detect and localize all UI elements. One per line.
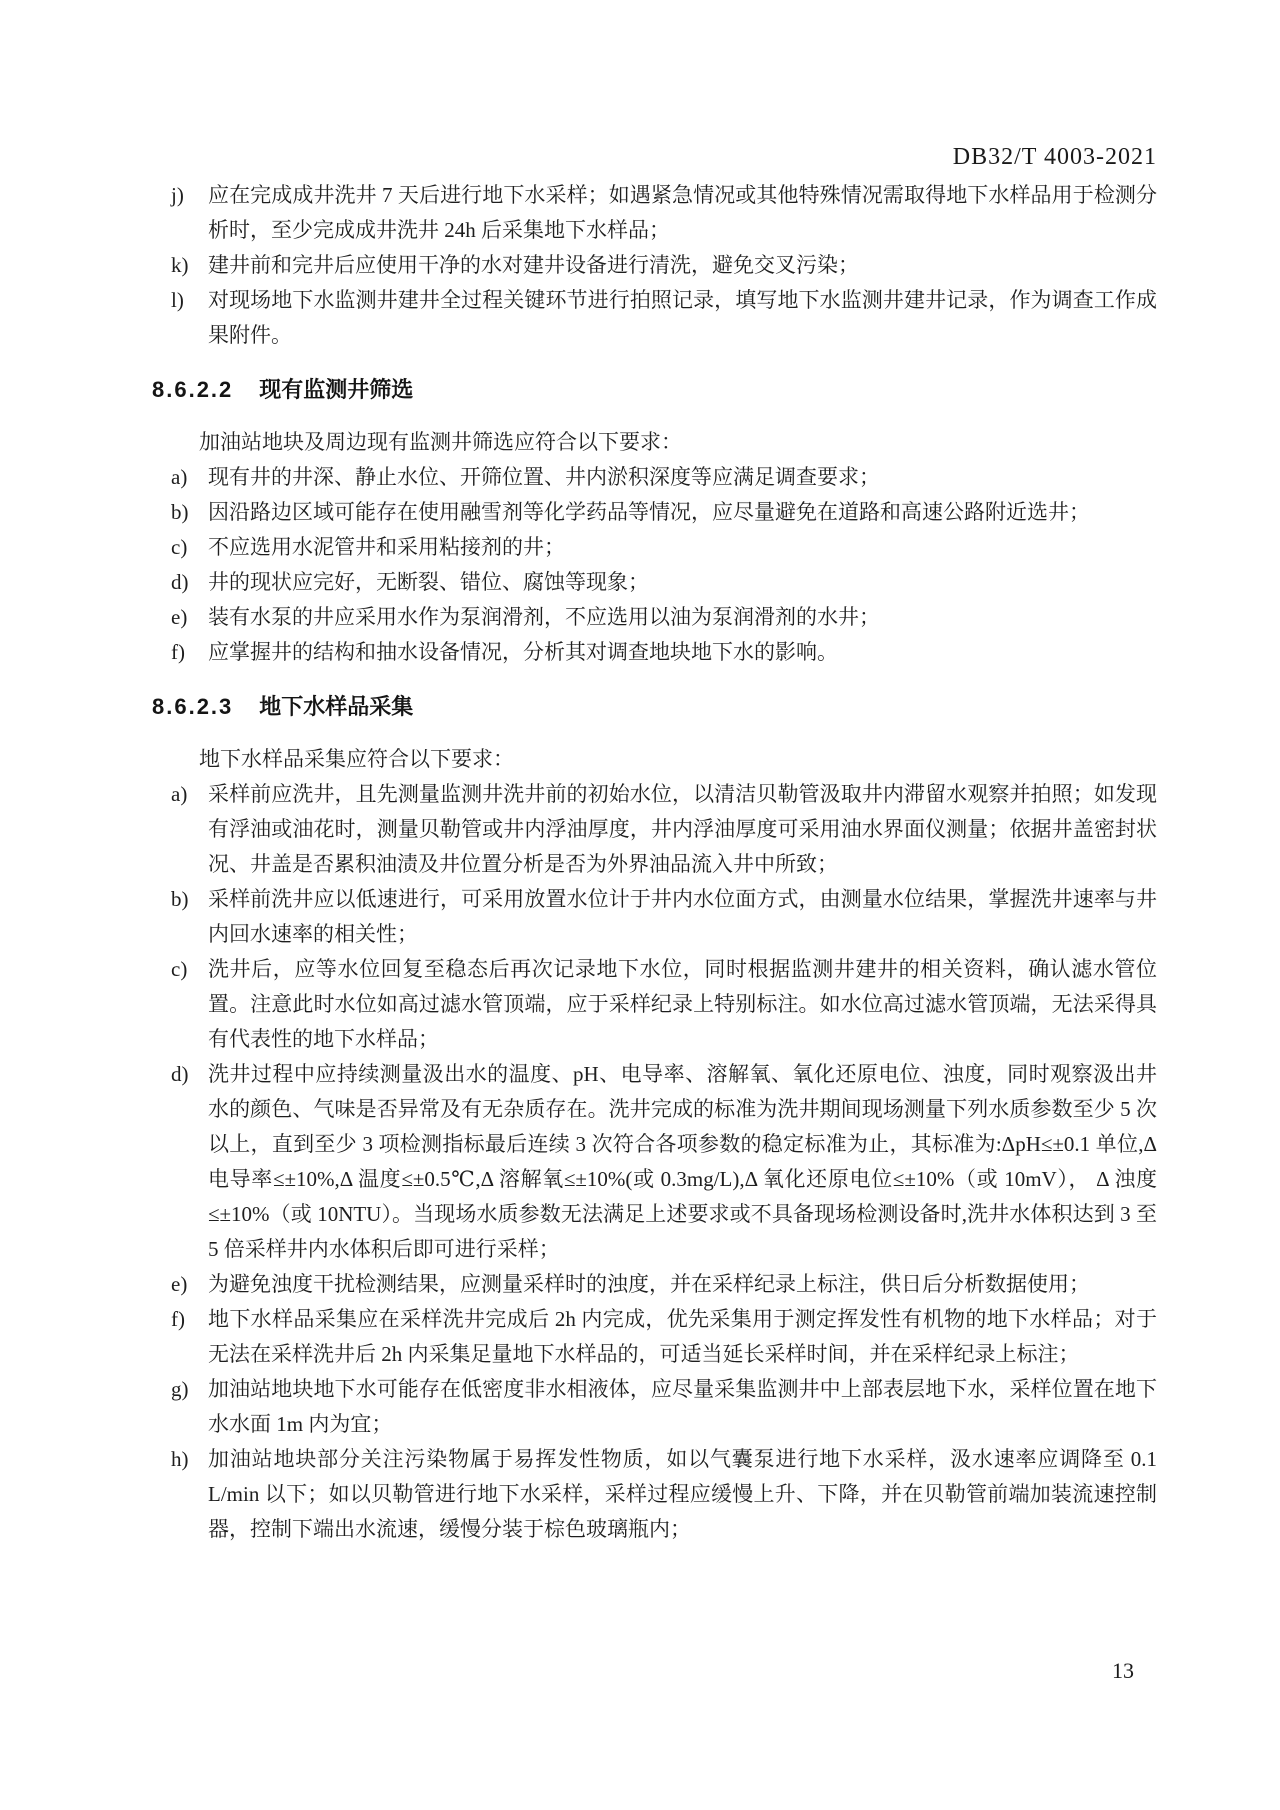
clause-text: 现有井的井深、静止水位、开筛位置、井内淤积深度等应满足调查要求； <box>208 465 880 489</box>
clause-item <box>152 1372 1157 1442</box>
clause-label: k) <box>171 253 189 277</box>
page-content <box>152 178 1157 1547</box>
clause-text: 因沿路边区域可能存在使用融雪剂等化学药品等情况，应尽量避免在道路和高速公路附近选井； <box>208 500 1090 524</box>
clause-item <box>152 283 1157 353</box>
clause-item <box>152 952 1157 1057</box>
clause-text: 建井前和完井后应使用干净的水对建井设备进行清洗，避免交叉污染； <box>208 253 859 277</box>
clause-label: d) <box>171 1062 189 1086</box>
clause-item <box>152 600 1157 635</box>
section-heading-8-6-2-2 <box>152 375 1157 405</box>
clause-text: 对现场地下水监测井建井全过程关键环节进行拍照记录，填写地下水监测井建井记录，作为调查工作成果附件。 <box>208 288 1157 347</box>
clause-text: 洗井过程中应持续测量汲出水的温度、pH、电导率、溶解氧、氧化还原电位、浊度，同时观察汲出井水的颜色、气味是否异常及有无杂质存在。洗井完成的标准为洗井期间现场测量下列水质参数至少 5 次以上，直到至少 3 项检测指标最后连续 3 次符合各项参数的稳定标准为止，其标准为:ΔpH≤±0.1 单位,Δ 电导率≤±10%,Δ 温度≤±0.5℃,Δ 溶解氧≤±10%(或 0.3mg/L),Δ 氧化还原电位≤±10%（或 10mV）， Δ 浊度≤±10%（或 10NTU）。当现场水质参数无法满足上述要求或不具备现场检测设备时,洗井水体积达到 3 至 5 倍采样井内水体积后即可进行采样； <box>208 1062 1157 1261</box>
clause-label: l) <box>171 288 184 312</box>
section-title: 地下水样品采集 <box>259 694 414 719</box>
clause-label: a) <box>171 465 188 489</box>
clause-label: f) <box>171 640 185 664</box>
clause-text: 不应选用水泥管井和采用粘接剂的井； <box>208 535 565 559</box>
clause-text: 采样前应洗井，且先测量监测井洗井前的初始水位，以清洁贝勒管汲取井内滞留水观察并拍照；如发现有浮油或油花时，测量贝勒管或井内浮油厚度，井内浮油厚度可采用油水界面仪测量；依据井盖密封状况、井盖是否累积油渍及井位置分析是否为外界油品流入井中所致； <box>208 782 1157 876</box>
clause-label: c) <box>171 535 188 559</box>
section-intro: 加油站地块及周边现有监测井筛选应符合以下要求： <box>199 430 682 454</box>
clause-text: 为避免浊度干扰检测结果，应测量采样时的浊度，并在采样纪录上标注，供日后分析数据使用； <box>208 1272 1090 1296</box>
clause-label: f) <box>171 1307 185 1331</box>
clause-item <box>152 530 1157 565</box>
clause-label: e) <box>171 605 188 629</box>
section-title: 现有监测井筛选 <box>259 377 414 402</box>
clause-item <box>152 777 1157 882</box>
clause-label: e) <box>171 1272 188 1296</box>
clause-label: j) <box>171 183 184 207</box>
section-heading-8-6-2-3 <box>152 692 1157 722</box>
clause-text: 应在完成成井洗井 7 天后进行地下水采样；如遇紧急情况或其他特殊情况需取得地下水样品用于检测分析时，至少完成成井洗井 24h 后采集地下水样品； <box>208 183 1157 242</box>
clause-text: 地下水样品采集应在采样洗井完成后 2h 内完成，优先采集用于测定挥发性有机物的地下水样品；对于无法在采样洗井后 2h 内采集足量地下水样品的，可适当延长采样时间，并在采样纪录上标注； <box>208 1307 1157 1366</box>
clause-list-well-screening <box>152 460 1157 670</box>
clause-item <box>152 1057 1157 1267</box>
clause-label: d) <box>171 570 189 594</box>
clause-item <box>152 1442 1157 1547</box>
clause-item <box>152 178 1157 248</box>
clause-item <box>152 1302 1157 1372</box>
clause-label: a) <box>171 782 188 806</box>
clause-text: 加油站地块部分关注污染物属于易挥发性物质，如以气囊泵进行地下水采样，汲水速率应调降至 0.1 L/min 以下；如以贝勒管进行地下水采样，采样过程应缓慢上升、下降，并在贝勒管前端加装流速控制器，控制下端出水流速，缓慢分装于棕色玻璃瓶内； <box>208 1447 1157 1541</box>
clause-label: b) <box>171 887 189 911</box>
clause-text: 加油站地块地下水可能存在低密度非水相液体，应尽量采集监测井中上部表层地下水，采样位置在地下水水面 1m 内为宜； <box>208 1377 1157 1436</box>
clause-text: 应掌握井的结构和抽水设备情况，分析其对调查地块地下水的影响。 <box>208 640 838 664</box>
clause-item <box>152 565 1157 600</box>
clause-label: g) <box>171 1377 189 1401</box>
clause-item <box>152 248 1157 283</box>
standard-code-header: DB32/T 4003-2021 <box>952 144 1157 170</box>
clause-item <box>152 495 1157 530</box>
clause-item <box>152 1267 1157 1302</box>
clause-text: 采样前洗井应以低速进行，可采用放置水位计于井内水位面方式，由测量水位结果，掌握洗井速率与井内回水速率的相关性； <box>208 887 1157 946</box>
section-number: 8.6.2.2 <box>152 377 234 402</box>
section-intro: 地下水样品采集应符合以下要求： <box>199 747 514 771</box>
clause-item <box>152 460 1157 495</box>
clause-list-groundwater-sampling <box>152 777 1157 1547</box>
clause-label: c) <box>171 957 188 981</box>
clause-list-continued <box>152 178 1157 353</box>
page-number: 13 <box>1112 1658 1134 1683</box>
section-number: 8.6.2.3 <box>152 694 234 719</box>
clause-label: h) <box>171 1447 189 1471</box>
clause-text: 装有水泵的井应采用水作为泵润滑剂，不应选用以油为泵润滑剂的水井； <box>208 605 880 629</box>
clause-text: 洗井后，应等水位回复至稳态后再次记录地下水位，同时根据监测井建井的相关资料，确认滤水管位置。注意此时水位如高过滤水管顶端，应于采样纪录上特别标注。如水位高过滤水管顶端，无法采得具有代表性的地下水样品； <box>208 957 1157 1051</box>
clause-label: b) <box>171 500 189 524</box>
clause-text: 井的现状应完好，无断裂、错位、腐蚀等现象； <box>208 570 649 594</box>
clause-item <box>152 882 1157 952</box>
clause-item <box>152 635 1157 670</box>
